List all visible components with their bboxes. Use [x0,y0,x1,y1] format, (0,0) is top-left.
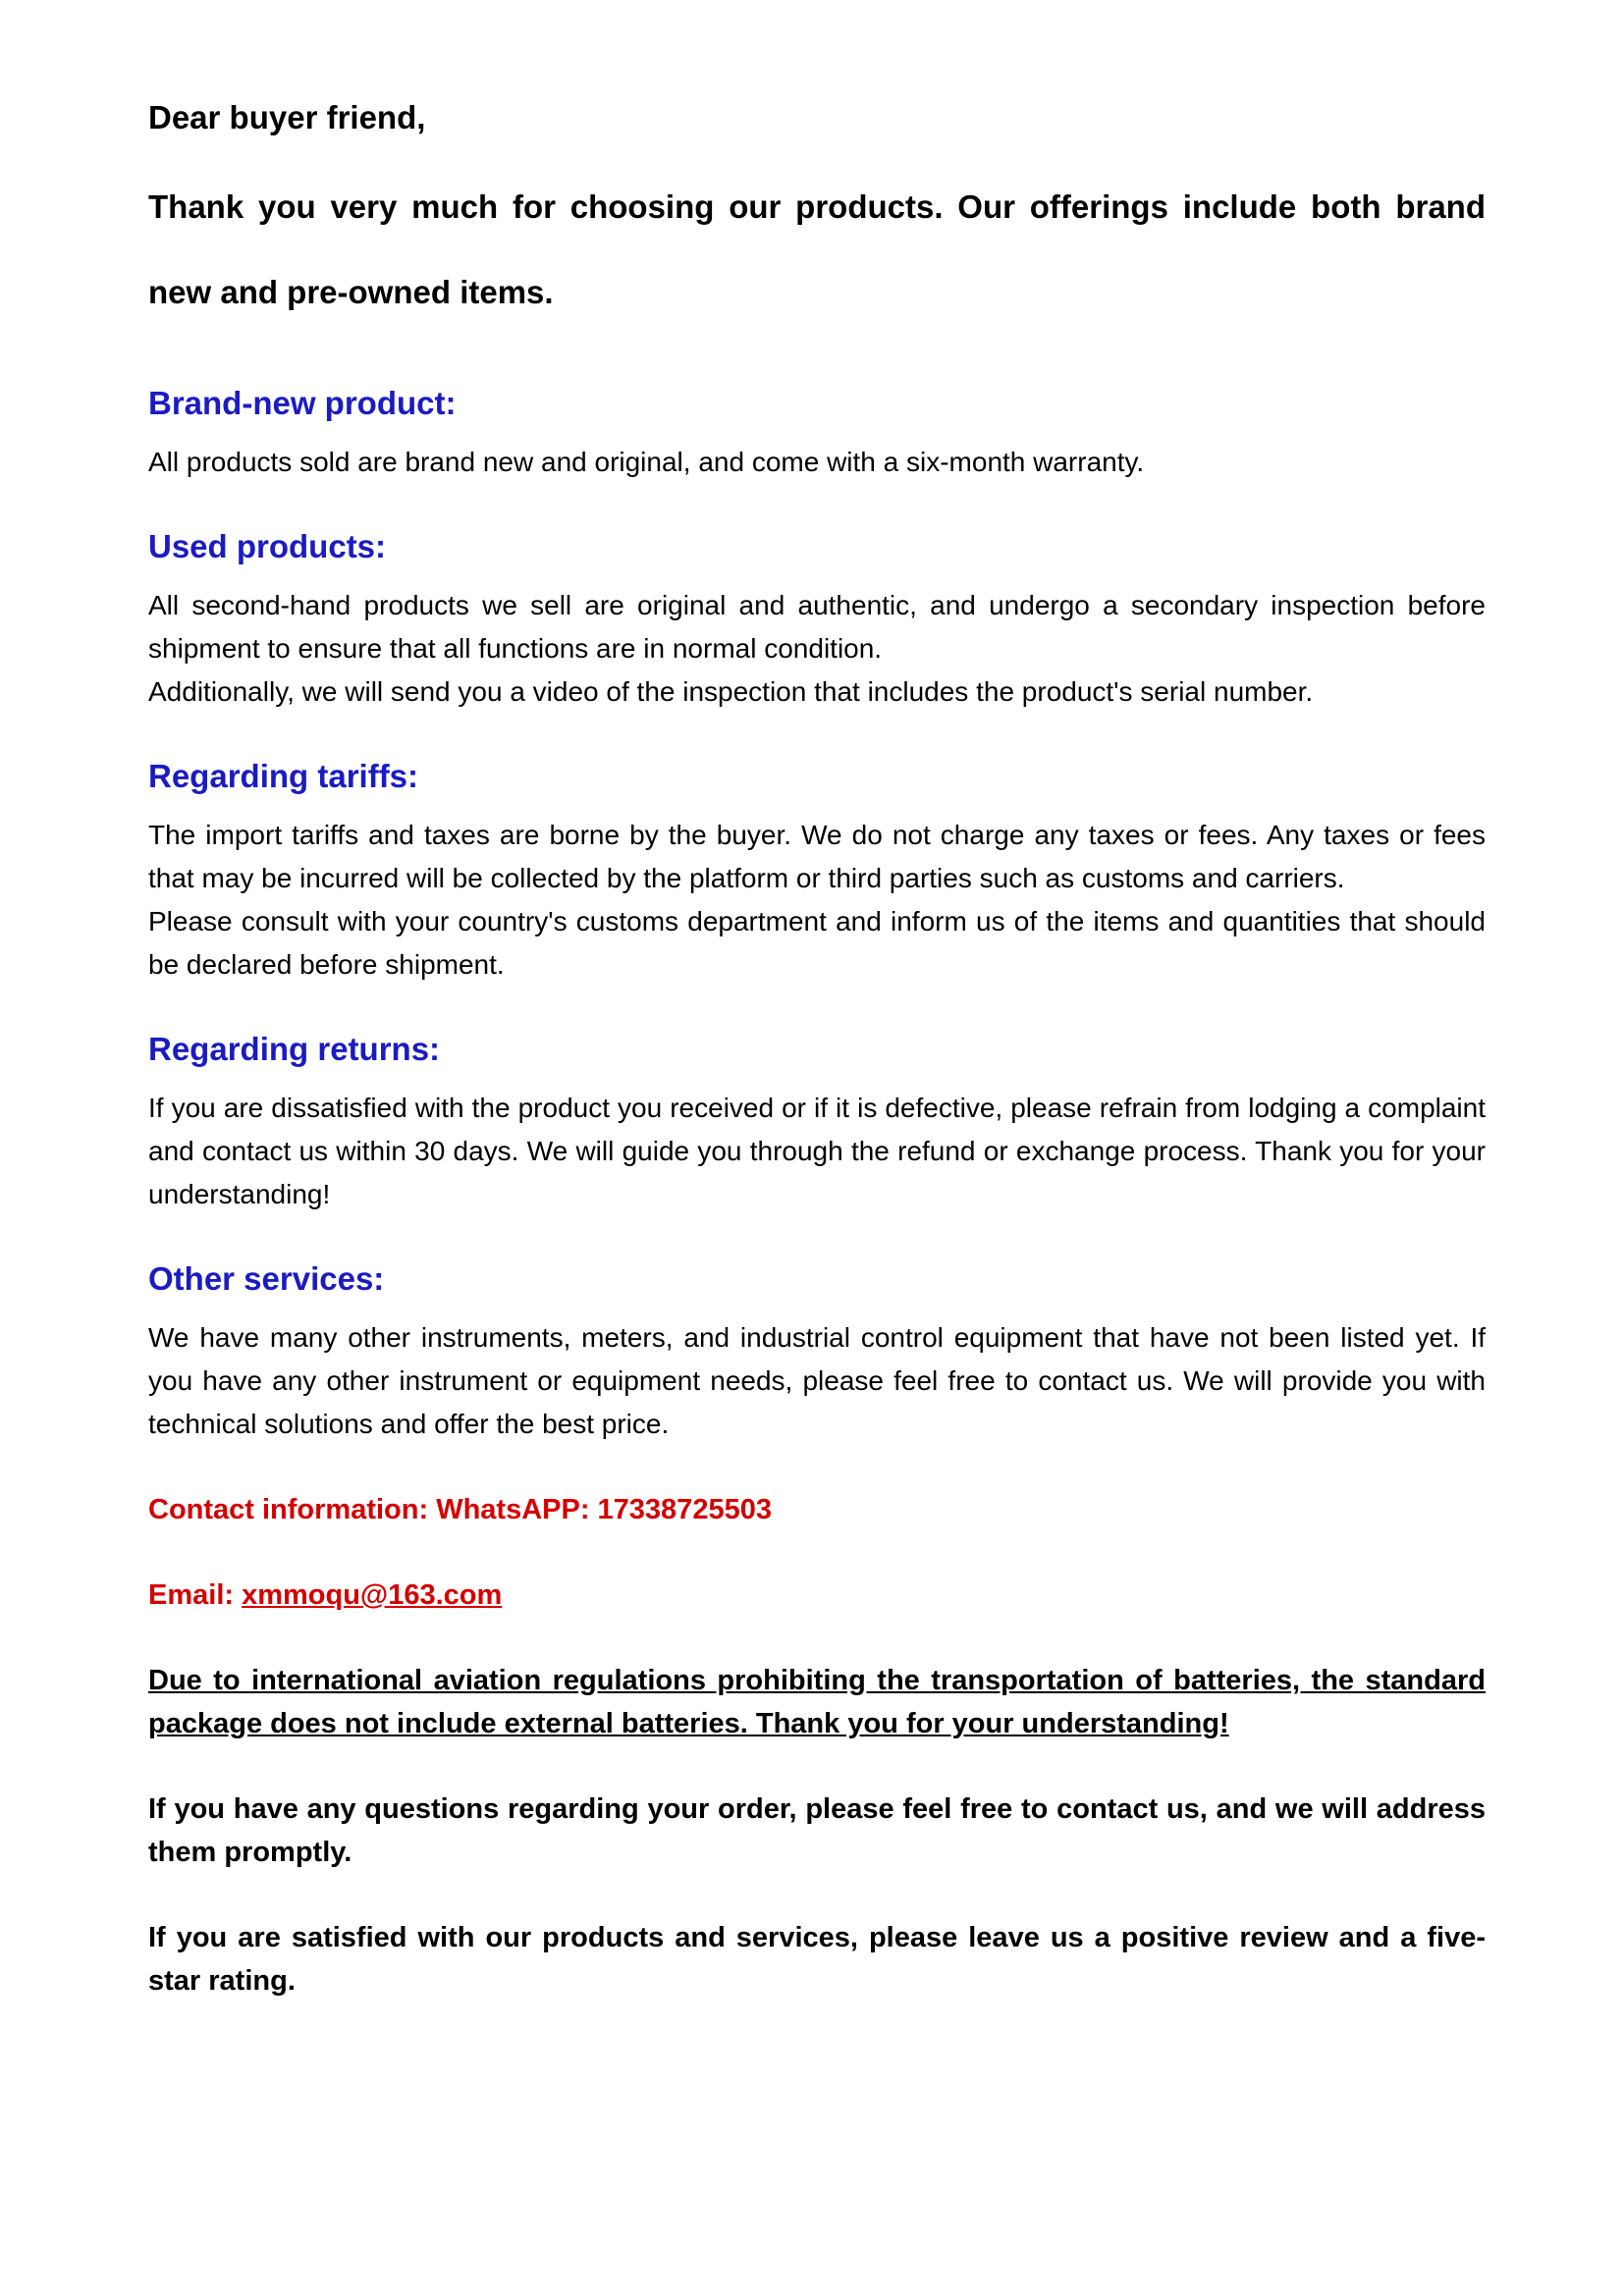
heading-used-products: Used products: [148,528,387,564]
heading-other-services: Other services: [148,1260,385,1297]
returns-paragraph: If you are dissatisfied with the product you received or if it is defective, please refrain from lodging a complaint and contact us within 30 days. We will guide you through the refund or exchange process. Thank you for your understanding! [148,1093,1486,1209]
heading-regarding-tariffs: Regarding tariffs: [148,758,419,794]
letter-content [148,94,1486,2002]
greeting: Dear buyer friend, [148,99,426,135]
tariffs-paragraph-1: The import tariffs and taxes are borne by the buyer. We do not charge any taxes or fees. Any taxes or fees that may be incurred will be collected by the platform or third parties such as customs and carriers. [148,820,1486,893]
whatsapp-contact: Contact information: WhatsAPP: 17338725503 [148,1494,772,1525]
battery-notice: Due to international aviation regulations prohibiting the transportation of batteries, the standard package does not include external batteries. Thank you for your understanding! [148,1665,1486,1739]
email-link[interactable]: xmmoqu@163.com [242,1579,503,1611]
closing-questions: If you have any questions regarding your order, please feel free to contact us, and we will address them promptly. [148,1793,1486,1868]
heading-regarding-returns: Regarding returns: [148,1031,441,1067]
intro-paragraph: Thank you very much for choosing our products. Our offerings include both brand new and pre-owned items. [148,188,1486,310]
used-products-paragraph-2: Additionally, we will send you a video of the inspection that includes the product's serial number. [148,676,1314,707]
email-label: Email: [148,1579,243,1611]
heading-brand-new-product: Brand-new product: [148,385,457,421]
used-products-paragraph-1: All second-hand products we sell are original and authentic, and undergo a secondary inspection before shipment to ensure that all functions are in normal condition. [148,590,1486,664]
closing-review-request: If you are satisfied with our products and services, please leave us a positive review and a five-star rating. [148,1922,1486,1997]
other-services-paragraph: We have many other instruments, meters, and industrial control equipment that have not been listed yet. If you have any other instrument or equipment needs, please feel free to contact us. We will provide you with technical solutions and offer the best price. [148,1322,1486,1439]
tariffs-paragraph-2: Please consult with your country's customs department and inform us of the items and quantities that should be declared before shipment. [148,906,1486,980]
email-contact [148,1574,1486,1617]
brand-new-paragraph: All products sold are brand new and original, and come with a six-month warranty. [148,447,1145,477]
